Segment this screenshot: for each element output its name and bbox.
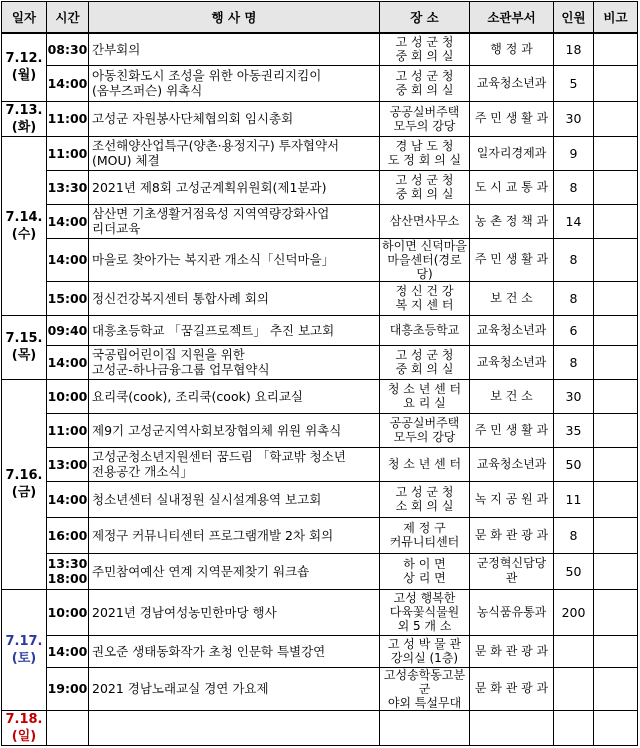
count-cell: 9 — [554, 136, 594, 170]
date-line: (월) — [11, 68, 37, 84]
place-line: 청 소 년 센 터 — [387, 457, 462, 471]
table-row — [2, 315, 638, 345]
time-cell — [47, 281, 89, 315]
note-cell — [594, 281, 638, 315]
time-cell — [47, 710, 89, 745]
place-cell — [380, 33, 470, 65]
table-row — [2, 281, 638, 315]
place-line: 다육꽃식물원 — [389, 605, 460, 619]
count-cell: 50 — [554, 447, 594, 481]
event-line: 아동친화도시 조성을 위한 아동권리지킴이 — [92, 68, 322, 83]
event-cell — [89, 517, 380, 553]
event-cell — [89, 635, 380, 667]
note-cell — [594, 345, 638, 379]
event-line: 조선해양산업특구(양촌·용정지구) 투자협약서 — [92, 138, 340, 153]
dept-cell: 도 시 교 통 과 — [470, 170, 554, 204]
table-row — [2, 65, 638, 101]
time-cell — [47, 589, 89, 635]
count-cell: 6 — [554, 315, 594, 345]
place-line: 경 남 도 청 — [395, 139, 454, 153]
date-line: 7.13. — [5, 102, 43, 118]
time-cell — [47, 379, 89, 413]
event-cell — [89, 447, 380, 481]
place-cell — [380, 710, 470, 745]
note-cell — [594, 553, 638, 589]
event-line: 국공립어린이집 지원을 위한 — [92, 347, 245, 362]
time-cell — [47, 204, 89, 238]
event-cell — [89, 589, 380, 635]
place-line: 중 회 의 실 — [395, 187, 454, 201]
date-cell — [2, 101, 47, 136]
time-line: 14:00 — [47, 491, 88, 507]
header-dept: 소관부서 — [470, 2, 554, 34]
table-row — [2, 667, 638, 710]
event-line: 2021년 경남여성농민한마당 행사 — [92, 604, 277, 620]
event-line: 제9기 고성군지역사회보장협의체 위원 위촉식 — [92, 422, 342, 438]
count-cell: 5 — [554, 65, 594, 101]
note-cell — [594, 667, 638, 710]
place-cell — [380, 667, 470, 710]
note-cell — [594, 33, 638, 65]
time-cell — [47, 65, 89, 101]
table-row — [2, 481, 638, 517]
count-cell: 18 — [554, 33, 594, 65]
time-cell — [47, 238, 89, 281]
header-event: 행 사 명 — [89, 2, 380, 34]
time-cell — [47, 667, 89, 710]
time-cell — [47, 101, 89, 136]
date-line: (토) — [11, 650, 37, 666]
table-row — [2, 710, 638, 745]
dept-cell — [470, 710, 554, 745]
place-cell — [380, 315, 470, 345]
time-line: 10:00 — [47, 604, 88, 620]
note-cell — [594, 447, 638, 481]
count-cell — [554, 635, 594, 667]
dept-cell: 농식품유통과 — [470, 589, 554, 635]
event-cell — [89, 345, 380, 379]
table-row — [2, 379, 638, 413]
time-cell — [47, 170, 89, 204]
count-cell: 8 — [554, 170, 594, 204]
place-cell — [380, 379, 470, 413]
event-line: 고성군-하나금융그룹 업무협약식 — [92, 362, 270, 377]
note-cell — [594, 379, 638, 413]
time-line: 08:30 — [47, 41, 88, 57]
place-line: 야외 특설무대 — [387, 695, 462, 710]
event-line: 주민참여예산 연계 지역문제찾기 워크숍 — [92, 563, 310, 579]
count-cell: 14 — [554, 204, 594, 238]
place-line: 외 5 개 소 — [397, 619, 452, 633]
time-line: 13:00 — [47, 456, 88, 472]
place-line: 도 정 회 의 실 — [387, 153, 462, 167]
header-place: 장 소 — [380, 2, 470, 34]
time-line: 16:00 — [47, 527, 88, 543]
count-cell: 30 — [554, 101, 594, 136]
event-line: 2021 경남노래교실 경연 가요제 — [92, 681, 269, 696]
place-cell — [380, 553, 470, 589]
place-line: 소 회 의 실 — [395, 499, 454, 513]
count-cell: 30 — [554, 379, 594, 413]
event-cell — [89, 553, 380, 589]
dept-cell: 군정혁신담당관 — [470, 553, 554, 589]
place-line: 공공실버주택 — [389, 104, 460, 119]
place-cell — [380, 517, 470, 553]
header-count: 인원 — [554, 2, 594, 34]
time-line: 14:00 — [47, 643, 88, 659]
dept-cell: 주 민 생 활 과 — [470, 101, 554, 136]
dept-cell: 교육청소년과 — [470, 447, 554, 481]
note-cell — [594, 413, 638, 447]
place-line: 고 성 군 청 — [395, 485, 454, 499]
date-line: (일) — [11, 728, 37, 744]
event-cell — [89, 667, 380, 710]
event-line: 정신건강복지센터 통합사례 회의 — [92, 290, 269, 306]
place-line: 모두의 강당 — [393, 430, 456, 444]
event-line: (옴부즈퍼슨) 위촉식 — [92, 83, 203, 98]
time-cell — [47, 33, 89, 65]
place-cell — [380, 413, 470, 447]
count-cell: 8 — [554, 345, 594, 379]
count-cell: 8 — [554, 238, 594, 281]
table-row — [2, 204, 638, 238]
time-line: 11:00 — [47, 111, 88, 126]
time-cell — [47, 315, 89, 345]
table-row — [2, 413, 638, 447]
place-line: 삼산면사무소 — [389, 214, 460, 228]
place-line: 마을센터(경로당) — [387, 252, 462, 281]
dept-cell: 교육청소년과 — [470, 65, 554, 101]
place-line: 대흥초등학교 — [389, 323, 460, 337]
dept-cell: 보 건 소 — [470, 281, 554, 315]
place-line: 고성송학동고분군 — [383, 667, 466, 696]
event-line: 대흥초등학교 「꿈길프로젝트」 추진 보고회 — [92, 322, 335, 338]
place-line: 강의실 (1층) — [390, 651, 459, 665]
dept-cell: 주 민 생 활 과 — [470, 413, 554, 447]
event-cell — [89, 101, 380, 136]
place-line: 고 성 군 청 — [395, 348, 454, 362]
time-line: 14:00 — [47, 75, 88, 91]
place-line: 중 회 의 실 — [395, 49, 454, 64]
date-line: (수) — [11, 226, 37, 242]
place-line: 모두의 강당 — [393, 118, 456, 133]
place-line: 고 성 군 청 — [395, 173, 454, 187]
note-cell — [594, 65, 638, 101]
event-line: 고성군청소년지원센터 꿈드림 「학교밖 청소년 — [92, 449, 346, 464]
date-cell — [2, 589, 47, 710]
date-cell — [2, 315, 47, 379]
place-cell — [380, 635, 470, 667]
event-cell — [89, 238, 380, 281]
date-cell — [2, 710, 47, 745]
note-cell — [594, 589, 638, 635]
place-cell — [380, 238, 470, 281]
date-line: 7.15. — [5, 331, 43, 346]
place-cell — [380, 101, 470, 136]
event-line: 리더교육 — [92, 221, 141, 236]
event-cell — [89, 170, 380, 204]
count-cell: 11 — [554, 481, 594, 517]
place-cell — [380, 481, 470, 517]
date-line: 7.18. — [5, 711, 43, 727]
note-cell — [594, 204, 638, 238]
count-cell: 8 — [554, 281, 594, 315]
table-row — [2, 33, 638, 65]
place-line: 공공실버주택 — [389, 416, 460, 430]
note-cell — [594, 136, 638, 170]
place-line: 상 리 면 — [403, 571, 446, 585]
event-line: 권오준 생태동화작가 초청 인문학 특별강연 — [92, 643, 326, 659]
time-cell — [47, 345, 89, 379]
place-cell — [380, 447, 470, 481]
date-cell — [2, 379, 47, 589]
event-cell — [89, 33, 380, 65]
dept-cell: 행 정 과 — [470, 33, 554, 65]
event-cell — [89, 65, 380, 101]
event-cell — [89, 481, 380, 517]
place-line: 요 리 실 — [403, 396, 446, 410]
date-cell — [2, 33, 47, 101]
time-line: 11:00 — [47, 422, 88, 438]
note-cell — [594, 635, 638, 667]
time-line: 19:00 — [47, 681, 88, 696]
time-cell — [47, 635, 89, 667]
event-line: 간부회의 — [92, 41, 141, 57]
event-cell — [89, 710, 380, 745]
table-row — [2, 517, 638, 553]
place-line: 중 회 의 실 — [395, 83, 454, 97]
table-row — [2, 447, 638, 481]
note-cell — [594, 101, 638, 136]
event-line: (MOU) 체결 — [92, 153, 160, 168]
event-line: 청소년센터 실내정원 실시설계용역 보고회 — [92, 491, 322, 507]
event-line: 마을로 찾아가는 복지관 개소식「신덕마을」 — [92, 252, 335, 267]
count-cell — [554, 710, 594, 745]
time-line: 15:00 — [47, 290, 88, 306]
note-cell — [594, 315, 638, 345]
date-line: (화) — [11, 119, 37, 135]
event-line: 2021년 제8회 고성군계획위원회(제1분과) — [92, 179, 327, 195]
dept-cell: 농 촌 정 책 과 — [470, 204, 554, 238]
header-date: 일자 — [2, 2, 47, 34]
count-cell — [554, 667, 594, 710]
event-cell — [89, 379, 380, 413]
count-cell: 8 — [554, 517, 594, 553]
place-cell — [380, 589, 470, 635]
count-cell: 35 — [554, 413, 594, 447]
place-cell — [380, 136, 470, 170]
place-cell — [380, 345, 470, 379]
event-cell — [89, 413, 380, 447]
event-cell — [89, 281, 380, 315]
count-cell: 50 — [554, 553, 594, 589]
event-cell — [89, 136, 380, 170]
time-line: 14:00 — [47, 354, 88, 370]
table-row — [2, 170, 638, 204]
place-cell — [380, 170, 470, 204]
event-line: 삼산면 기초생활거점육성 지역역량강화사업 — [92, 206, 330, 221]
dept-cell: 교육청소년과 — [470, 345, 554, 379]
table-row — [2, 589, 638, 635]
table-body — [2, 33, 638, 745]
event-cell — [89, 315, 380, 345]
place-line: 고 성 군 청 — [395, 35, 454, 50]
table-row — [2, 101, 638, 136]
place-line: 중 회 의 실 — [395, 362, 454, 376]
table-row — [2, 553, 638, 589]
place-cell — [380, 204, 470, 238]
place-line: 하이면 신덕마을 — [382, 238, 467, 253]
event-line: 제정구 커뮤니티센터 프로그램개발 2차 회의 — [92, 527, 334, 543]
time-line: 13:30 — [47, 179, 88, 195]
time-cell — [47, 481, 89, 517]
place-cell — [380, 281, 470, 315]
note-cell — [594, 517, 638, 553]
time-line: 09:40 — [47, 322, 88, 338]
place-line: 정 신 건 강 — [395, 284, 454, 298]
date-line: 7.14. — [5, 209, 43, 225]
event-line: 요리쿡(cook), 조리쿡(cook) 요리교실 — [92, 388, 303, 404]
header-time: 시간 — [47, 2, 89, 34]
time-line: 13:30 — [47, 556, 88, 571]
place-line: 청 소 년 센 터 — [387, 382, 462, 396]
date-line: 7.16. — [5, 468, 43, 483]
note-cell — [594, 238, 638, 281]
time-cell — [47, 413, 89, 447]
event-line: 전용공간 개소식」 — [92, 464, 193, 479]
schedule-table — [1, 1, 638, 746]
header-note: 비고 — [594, 2, 638, 34]
time-cell — [47, 553, 89, 589]
time-line: 10:00 — [47, 388, 88, 404]
dept-cell: 교육청소년과 — [470, 315, 554, 345]
time-cell — [47, 136, 89, 170]
time-line: 14:00 — [47, 213, 88, 229]
place-line: 고 성 박 물 관 — [387, 637, 462, 651]
count-cell: 200 — [554, 589, 594, 635]
date-line: 7.17. — [5, 633, 43, 649]
table-row — [2, 635, 638, 667]
date-line: (목) — [11, 348, 37, 363]
dept-cell: 문 화 관 광 과 — [470, 667, 554, 710]
time-cell — [47, 447, 89, 481]
note-cell — [594, 481, 638, 517]
time-line: 18:00 — [47, 571, 88, 586]
place-cell — [380, 65, 470, 101]
date-line: 7.12. — [5, 51, 43, 67]
date-cell — [2, 136, 47, 315]
table-row — [2, 238, 638, 281]
time-cell — [47, 517, 89, 553]
dept-cell: 주 민 생 활 과 — [470, 238, 554, 281]
place-line: 고 성 군 청 — [395, 69, 454, 83]
event-cell — [89, 204, 380, 238]
place-line: 고성 행복한 — [393, 591, 456, 605]
note-cell — [594, 170, 638, 204]
dept-cell: 녹 지 공 원 과 — [470, 481, 554, 517]
table-header — [2, 2, 638, 34]
time-line: 11:00 — [47, 145, 88, 161]
table-row — [2, 136, 638, 170]
place-line: 하 이 면 — [403, 557, 446, 571]
time-line: 14:00 — [47, 252, 88, 267]
note-cell — [594, 710, 638, 745]
dept-cell: 일자리경제과 — [470, 136, 554, 170]
dept-cell: 문 화 관 광 과 — [470, 635, 554, 667]
date-line: (금) — [11, 485, 37, 500]
place-line: 제 정 구 — [403, 521, 446, 535]
event-line: 고성군 자원봉사단체협의회 임시총회 — [92, 111, 294, 126]
table-row — [2, 345, 638, 379]
place-line: 복 지 센 터 — [395, 298, 454, 312]
dept-cell: 보 건 소 — [470, 379, 554, 413]
dept-cell: 문 화 관 광 과 — [470, 517, 554, 553]
place-line: 커뮤니티센터 — [389, 535, 460, 549]
